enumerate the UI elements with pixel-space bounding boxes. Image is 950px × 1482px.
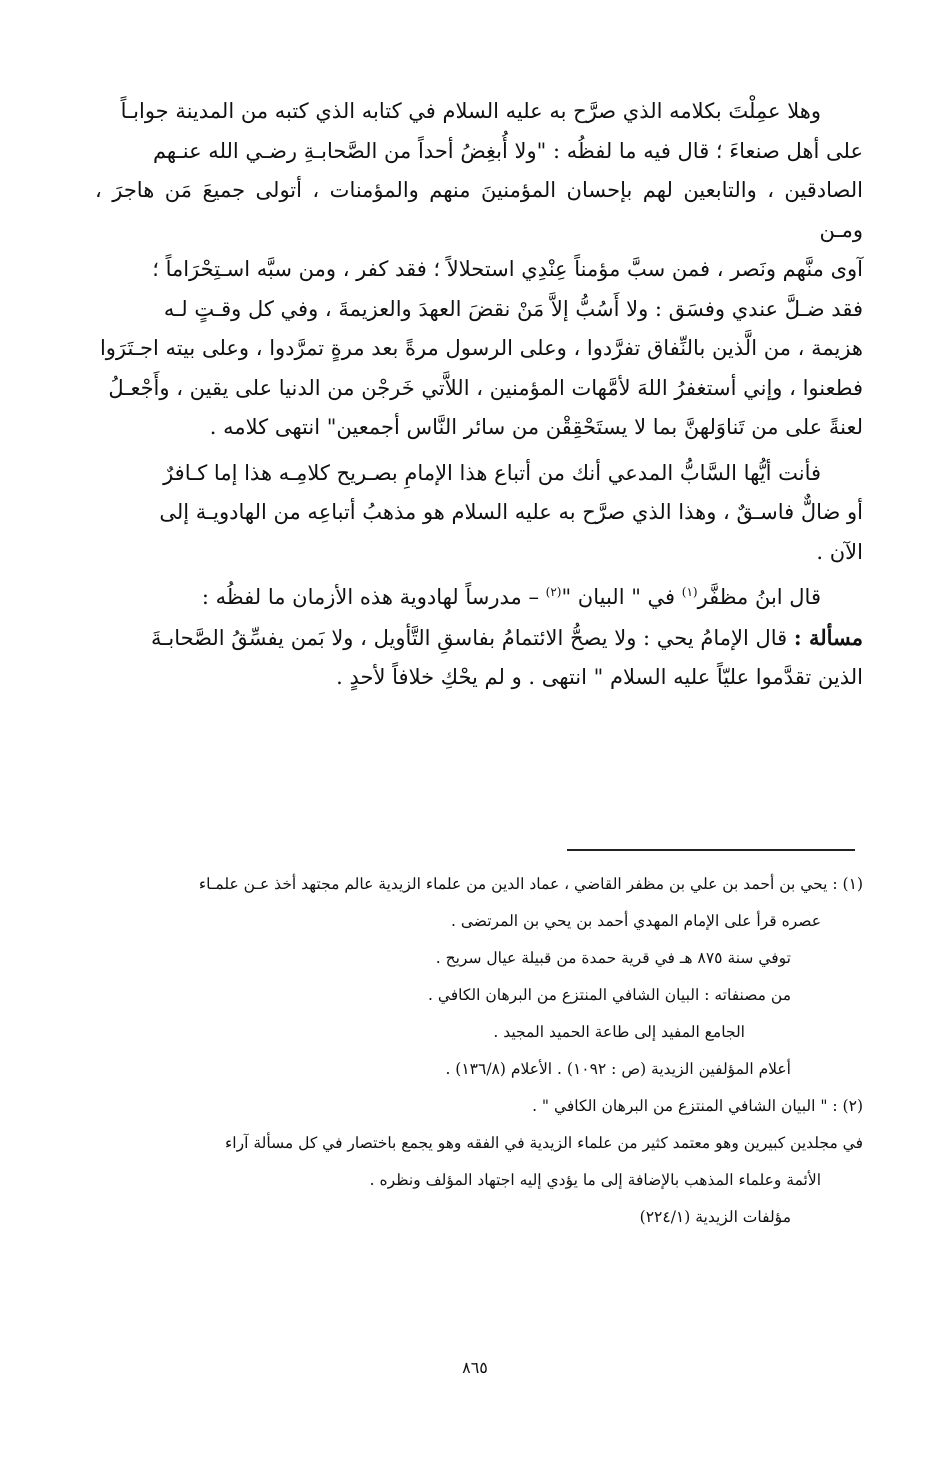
paragraph-1-line-1: وهلا عمِلْتَ بكلامه الذي صرَّح به عليه السلام في كتابه الذي كتبه من المدينة جوابـاً xyxy=(120,99,821,123)
footnote-2-line-2: في مجلدين كبيرين وهو معتمد كثير من علماء الزيدية في الفقه وهو يجمع باختصار في كل مسألة آراء xyxy=(225,1134,863,1152)
footnote-1-line-2: عصره قرأ على الإمام المهدي أحمد بن يحي بن المرتضى . xyxy=(451,912,821,930)
footnote-1-line-5: الجامع المفيد إلى طاعة الحميد المجيد . xyxy=(493,1023,745,1041)
paragraph-3-pre: قال ابنُ مظفَّر xyxy=(697,585,821,609)
paragraph-3 xyxy=(95,578,863,618)
paragraph-4-line-1 xyxy=(95,618,863,659)
paragraph-2-line-3: الآن . xyxy=(816,539,863,564)
paragraph-3-mid: في " البيان " xyxy=(561,585,682,609)
footnote-ref-1[interactable]: (١) xyxy=(681,585,698,599)
footnote-divider xyxy=(567,849,855,851)
main-text xyxy=(95,92,863,698)
paragraph-1-line-7: فطعنوا ، وإني أستغفرُ اللهَ لأمَّهات المؤمنين ، اللاَّتي خَرجْن من الدنيا على يقين ، وأَجْعـلُ xyxy=(108,375,863,400)
footnote-1-line-3: توفي سنة ٨٧٥ هـ في قرية حمدة من قبيلة عيال سريح . xyxy=(435,949,791,967)
paragraph-1-line-5: فقد ضـلَّ عندي وفسَق : ولا أَسُبُّ إلاَّ مَنْ نقضَ العهدَ والعزيمةَ ، وفي كل وقـتٍ لـه xyxy=(163,296,863,321)
footnotes xyxy=(95,866,863,1236)
paragraph-1-line-8: لعنةً على من تَناوَلهنَّ بما لا يستَحْقِقْن من سائر النَّاس أجمعين" انتهى كلامه . xyxy=(209,415,863,439)
paragraph-4-line-2: الذين تقدَّموا عليّاً عليه السلام " انتهى . و لم يحْكِ خلافاً لأحدٍ . xyxy=(336,665,863,689)
page-body xyxy=(95,92,863,698)
footnote-2-line-1: (٢) : " البيان الشافي المنتزع من البرهان الكافي " . xyxy=(532,1097,863,1115)
paragraph-2-line-2: أو ضالٌّ فاسـقٌ ، وهذا الذي صرَّح به عليه السلام هو مذهبُ أتباعِه من الهادويـة إلى xyxy=(159,500,863,524)
footnote-1-line-1: (١) : يحي بن أحمد بن علي بن مظفر القاضي ، عماد الدين من علماء الزيدية عالم مجتهد أخذ عـن علمـاء xyxy=(198,875,863,893)
paragraph-1-line-2: على أهل صنعاءَ ؛ قال فيه ما لفظُه : "ولا أُبغِضُ أحداً من الصَّحابـةِ رضـي الله عنـهم xyxy=(152,138,863,163)
paragraph-4-text: قال الإمامُ يحي : ولا يصحُّ الائتمامُ بفاسقِ التَّأويل ، ولا بَمن يفسِّقُ الصَّحابـةَ xyxy=(150,625,794,650)
paragraph-3-post: – مدرساً لهادوية هذه الأزمان ما لفظُه : xyxy=(201,585,546,609)
paragraph-1-line-3: الصادقين ، والتابعين لهم بإحسان المؤمنينَ منهم والمؤمنات ، أتولى جميعَ مَن هاجرَ ، ومـن xyxy=(95,178,863,242)
footnote-1-line-6: أعلام المؤلفين الزيدية (ص : ١٠٩٢) . الأعلام (١٣٦/٨) . xyxy=(445,1060,791,1078)
paragraph-1-line-6: هزيمة ، من الَّذين بالنِّفاق تفرَّدوا ، وعلى الرسول مرةً بعد مرةٍ تمرَّدوا ، وعلى بيته اجـتَرَوا xyxy=(99,336,863,360)
paragraph-2-line-1: فأنت أيُّها السَّابُّ المدعي أنك من أتباع هذا الإمامِ بصـريح كلامِـه هذا إما كـافرٌ xyxy=(163,460,821,485)
footnote-2-line-3: الأئمة وعلماء المذهب بالإضافة إلى ما يؤدي إليه اجتهاد المؤلف ونظره . xyxy=(369,1171,821,1189)
paragraph-1-line-4: آوى منَّهم ونَصر ، فمن سبَّ مؤمناً عِنْدِي استحلالاً ؛ فقد كفر ، ومن سبَّه اسـتِحْرَاماً ؛ xyxy=(152,257,863,281)
footnote-ref-2[interactable]: (٢) xyxy=(545,585,562,599)
masala-heading: مسألة : xyxy=(793,624,863,650)
footnote-1-line-4: من مصنفاته : البيان الشافي المنتزع من البرهان الكافي . xyxy=(427,986,791,1004)
page-number: ٨٦٥ xyxy=(462,1358,488,1377)
footnote-2-line-4: مؤلفات الزيدية (٢٢٤/١) xyxy=(639,1208,791,1226)
